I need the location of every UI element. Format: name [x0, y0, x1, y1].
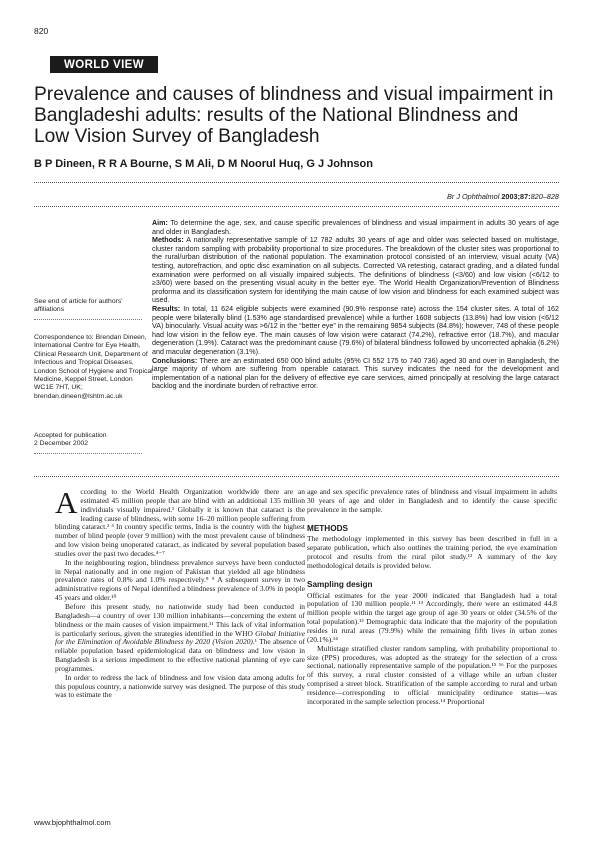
- intro-paragraph-1: [55, 485, 305, 559]
- see-end-note: See end of article for authors' affiliations: [34, 298, 123, 314]
- abstract-results: [152, 305, 559, 357]
- sampling-heading: Sampling design: [307, 579, 373, 589]
- aim-text: To determine the age, sex, and cause specific prevalences of blindness and visual impairment in adults 30 years of age and older in Bangladesh.: [152, 219, 559, 236]
- correspondence-text: Correspondence to: Brendan Dineen, International Centre for Eye Health, Clinical Research Unit, Department of Infectious and Tropical Diseases, London School of Hygiene and Tropical Medicine, Keppel Street, London WC1E 7HT, UK; brendan.dineen@lshtm.ac.uk: [34, 334, 153, 400]
- intro-text-3-italic: Global Initiative for the Elimination of Avoidable Blindness by 2020 (Vision 2020): [55, 628, 305, 647]
- abstract-conclusions: [152, 357, 559, 391]
- accepted-date: 2 December 2002: [34, 440, 89, 448]
- citation-pages: 820–828: [530, 192, 559, 201]
- journal-url: www.bjophthalmol.com: [34, 818, 111, 827]
- accepted-label: Accepted for publication: [34, 432, 107, 439]
- drop-cap: A: [55, 485, 78, 520]
- sampling-paragraph-1: Official estimates for the year 2000 indicated that Bangladesh had a total population of 130 million people.¹¹ ¹³ Accordingly, there were an estimated 44.8 million people within the target age group of age 30 years or older (34.5% of the total population).¹³ Demographic data indicate that the majority of the population resides in rural areas (79.9%) while the remaining fifth lives in urban zones (20.1%).¹⁴: [307, 590, 557, 644]
- intro-continuation: age and sex specific prevalence rates of blindness and visual impairment in adults 30 years of age and older in Bangladesh and to identify the cause specific prevalence in the sample.: [307, 487, 557, 514]
- intro-text-3a: Before this present study, no nationwide study had been conducted in Bangladesh—a country of over 130 million inhabitants—concerning the extent of blindness or the main causes of vision impairment.¹¹ This lack of vital information is particularly serious, given the strategies identified in the WHO: [55, 601, 305, 638]
- citation-journal: Br J Ophthalmol: [447, 192, 500, 201]
- body-column-left: [55, 485, 305, 700]
- abstract: [152, 219, 559, 391]
- intro-text-3b: .¹ The absence of reliable population based epidemiological data on blindness and low vision in Bangladesh is a serious impediment to the effective national planning of eye care programmes.: [55, 637, 305, 673]
- citation-year-volume: 2003;87:: [501, 192, 531, 201]
- abstract-divider: [34, 476, 559, 477]
- accepted-block: [34, 432, 154, 460]
- methods-label: Methods:: [152, 236, 184, 245]
- body-column-right: [307, 488, 557, 707]
- header-divider: [34, 182, 559, 183]
- conclusions-label: Conclusions:: [152, 356, 198, 365]
- methods-heading: METHODS: [307, 523, 348, 533]
- sidebar-divider: [34, 319, 142, 320]
- correspondence-block: [34, 334, 154, 401]
- journal-citation: [447, 192, 559, 201]
- results-label: Results:: [152, 304, 181, 313]
- page-number: 820: [34, 26, 49, 36]
- methods-text: A nationally representative sample of 12 782 adults 30 years of age and older was selected based on multistage, cluster random sampling with probability proportional to size procedures. The breakdown of the cluster sites was proportional to the rural/urban distribution of the national population. The examination protocol consisted of an interview, visual acuity (VA) testing, autorefraction, and optic disc examination on all subjects. Corrected VA retesting, cataract grading, and a dilated fundal examination were performed on all visually impaired subjects. The definitions of blindness (<3/60) and low vision (<6/12 to ≥3/60) were based on the presenting visual acuity in the better eye. The World Health Organization/Prevention of Blindness proforma and its classification system for identifying the main cause of low vision and blindness for each examined subject was used.: [152, 236, 560, 305]
- abstract-methods: [152, 236, 559, 305]
- sampling-paragraph-2: Multistage stratified cluster random sampling, with probability proportional to size (PPS) procedures, was adopted as the strategy for the selection of a cross sectional, nationally representative sample of the population.¹⁵ ¹⁶ For the purposes of this survey, a rural cluster consisted of a village while an urban cluster comprised a street block. Stratification of the sample according to rural and urban residence—corresponding to official municipality ordinance status—was incorporated in the sample selection process.¹⁴ Proportional: [307, 643, 557, 706]
- author-list: B P Dineen, R R A Bourne, S M Ali, D M Noorul Huq, G J Johnson: [34, 158, 373, 170]
- intro-paragraph-3: [55, 603, 305, 674]
- intro-paragraph-2: In the neighbouring region, blindness prevalence surveys have been conducted in Nepal nationally and in one region of Pakistan that yielded all age blindness prevalence rates of 0.8% and 1.0% respectively.⁸ ⁹ A subsequent survey in two administrative regions of Nepal identified a blindness prevalence of 3.0% in people 45 years and older.¹⁰: [55, 557, 305, 603]
- sidebar-divider-2: [34, 453, 142, 454]
- affiliations-note: [34, 298, 154, 326]
- aim-label: Aim:: [152, 219, 168, 227]
- results-text: In total, 11 624 eligible subjects were examined (90.9% response rate) across the 154 cluster sites. A total of 162 people were bilaterally blind (1.53% age standardised prevalence) while a further 1608 subjects (13.8%) had low vision (<6/12 VA) binocularly. Visual acuity was >6/12 in the “better eye” in the remaining 9854 subjects (84.8%); however, 748 of these people had low vision in the fellow eye. The main causes of low vision were cataract (74.2%), refractive error (18.7%), and macular degeneration (1.9%). Cataract was the predominant cause (79.6%) of bilateral blindness followed by uncorrected aphakia (6.2%) and macular degeneration (3.1%).: [152, 304, 559, 356]
- conclusions-text: There are an estimated 650 000 blind adults (95% CI 552 175 to 740 736) aged 30 and over in Bangladesh, the large majority of whom are suffering from operable cataract. This survey indicates the need for the development and implementation of a national plan for the delivery of effective eye care services, aimed principally at resolving the large cataract backlog and the inordinate burden of refractive error.: [152, 356, 560, 391]
- citation-divider: [34, 206, 559, 207]
- article-title: Prevalence and causes of blindness and visual impairment in Bangladeshi adults: results of the National Blindness and Low Vision Survey of Bangladesh: [34, 84, 554, 147]
- intro-paragraph-4: In order to redress the lack of blindness and low vision data among adults for this populous country, a nationwide survey was designed. The purpose of this study was to estimate the: [55, 672, 305, 700]
- intro-text-1: ccording to the World Health Organization worldwide there are an estimated 45 million people that are blind with an additional 135 million individuals visually impaired.¹ Globally it is known that cataract is the leading cause of blindness, with some 16–20 million people suffering from blinding cataract.² ³ In country specific terms, India is the country with the highest number of blind people (over 9 million) with the most prevalent cause of blindness and low vision being unoperated cataract, as indicated by several population based studies over the past two decades.⁴⁻⁷: [55, 487, 305, 558]
- methods-paragraph: The methodology implemented in this survey has been described in full in a separate publication, which also outlines the training period, the eye examination protocol and results from the rural pilot study.¹² A summary of the key methodological details is provided below.: [307, 534, 557, 570]
- section-banner: WORLD VIEW: [50, 56, 158, 73]
- abstract-aim: [152, 219, 559, 236]
